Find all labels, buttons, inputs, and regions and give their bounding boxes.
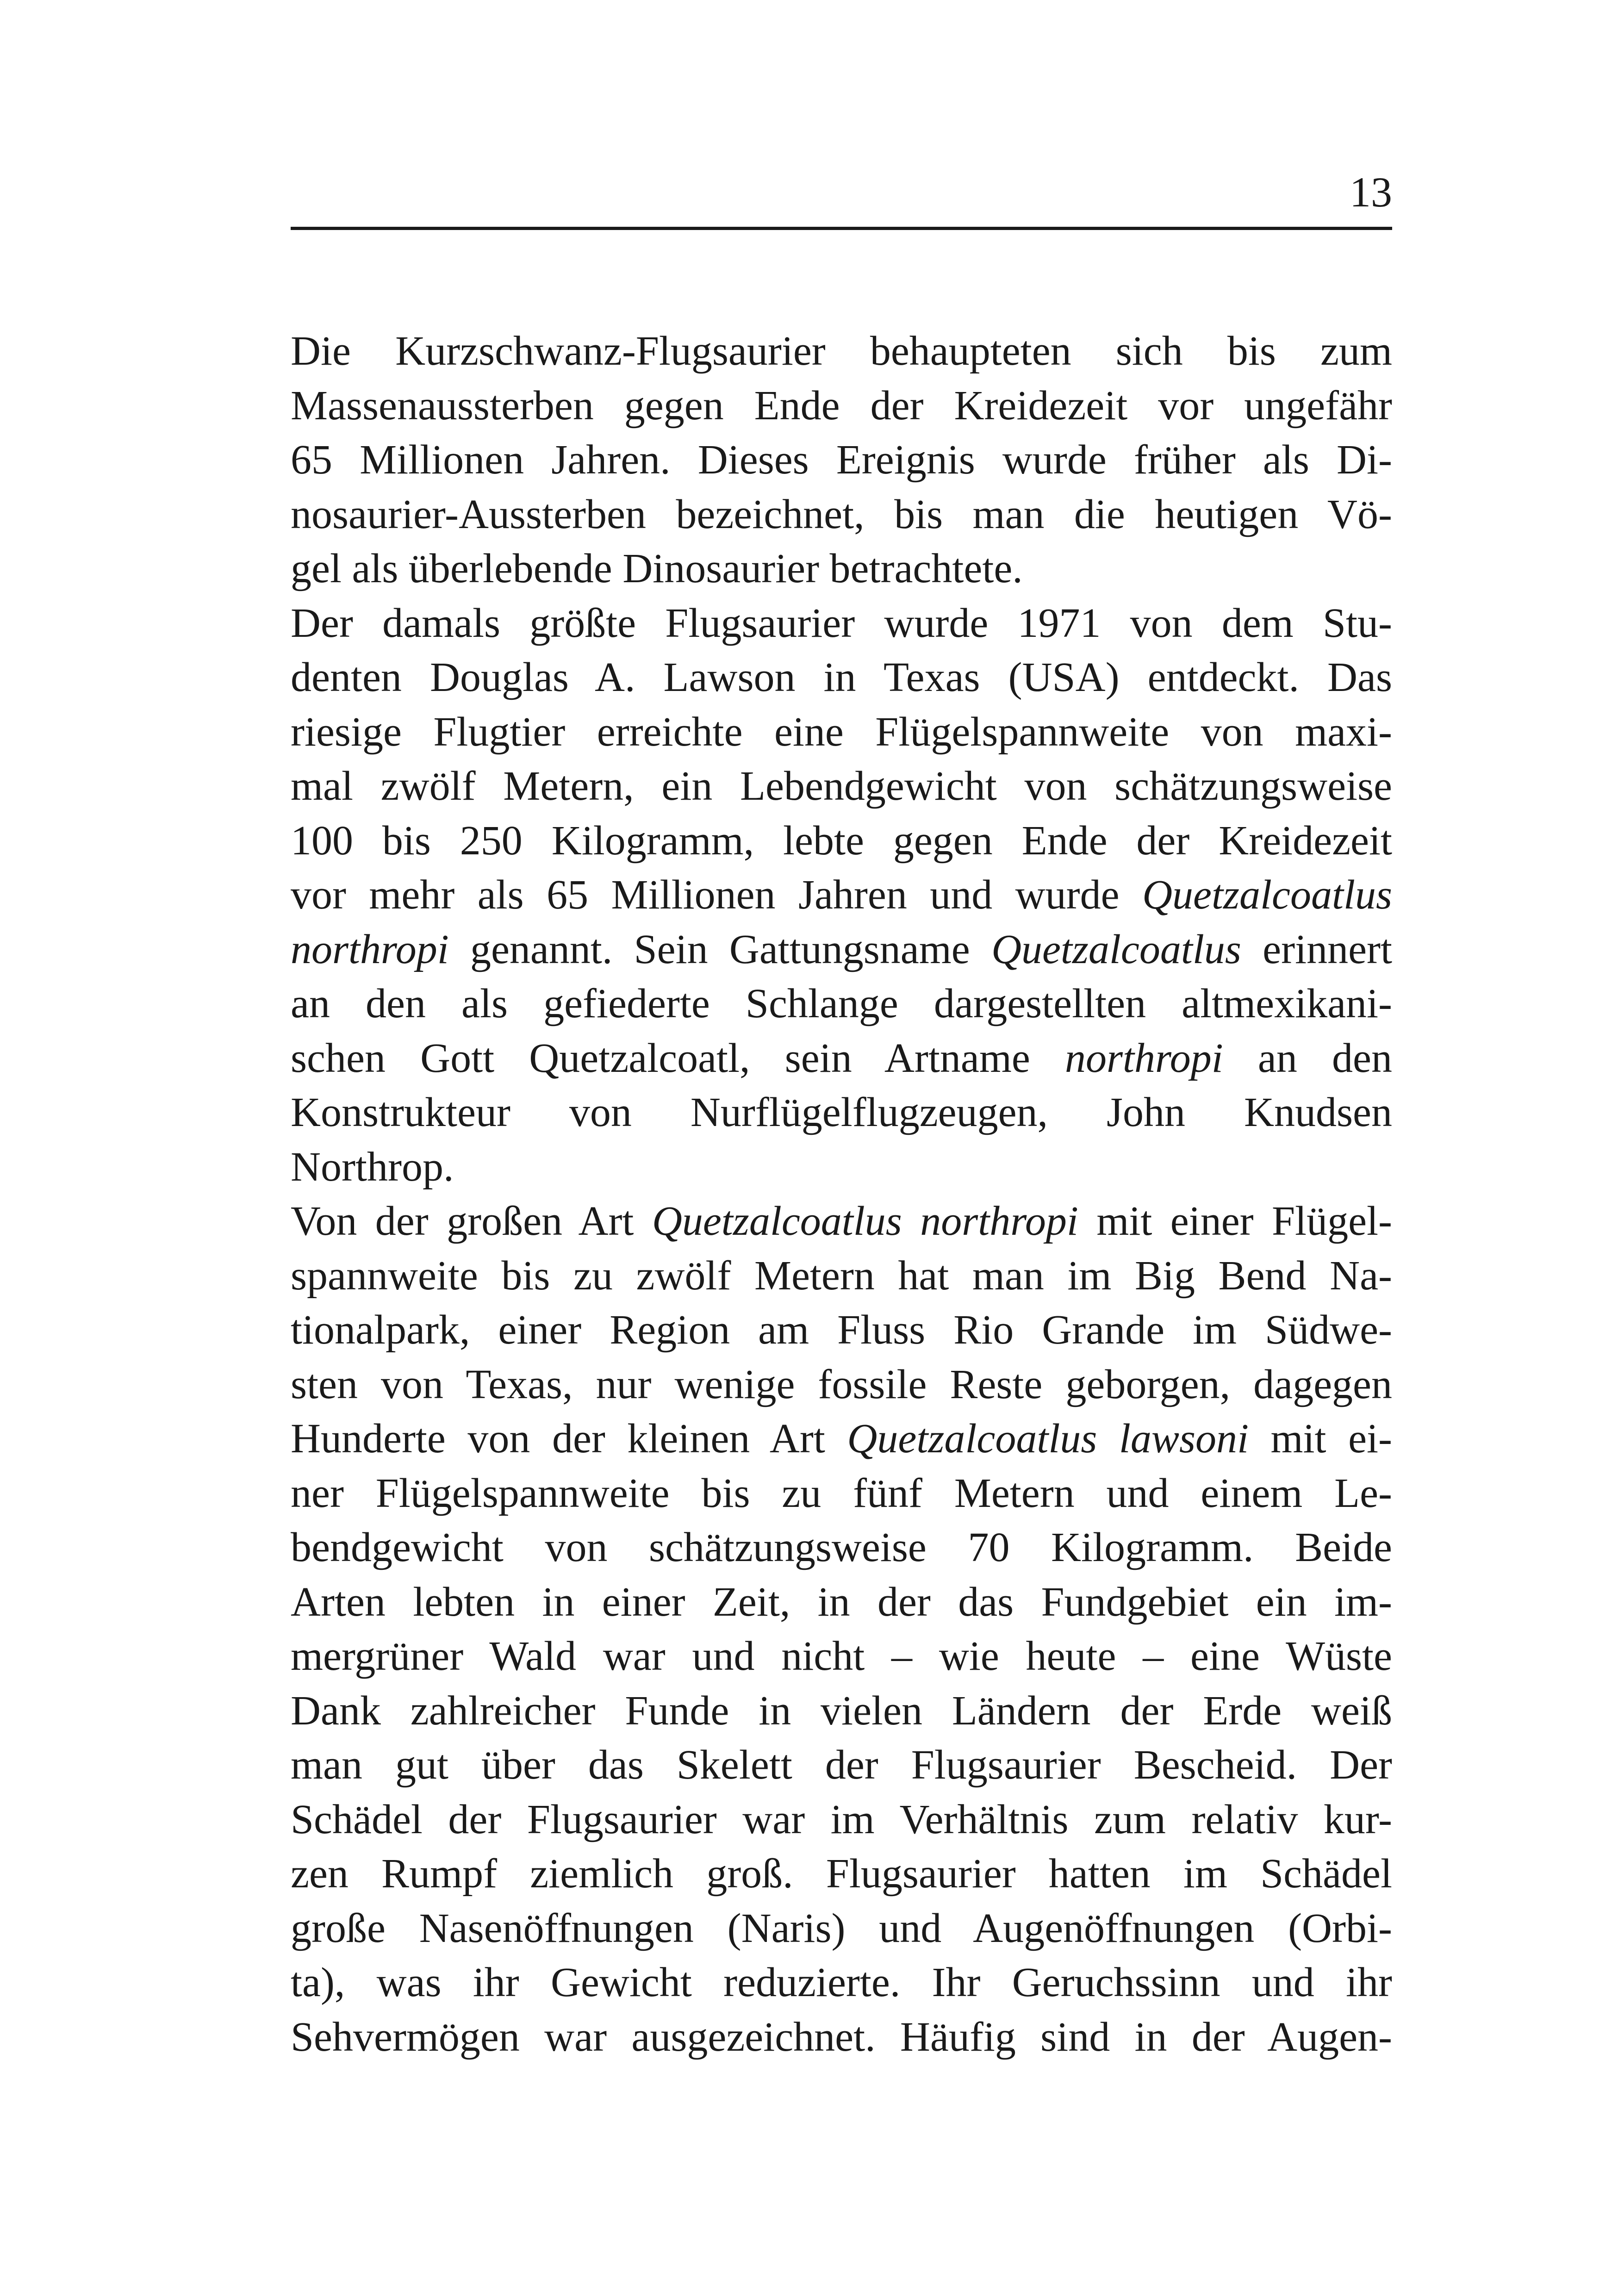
text-line [291,1357,1392,1412]
text-line [291,1520,1392,1575]
page-number: 13 [1350,168,1392,216]
text-line [291,541,1392,596]
text-segment: sten von Texas, nur wenige fossile Reste geborgen, dagegen [291,1361,1392,1407]
text-segment: Von der großen Art [291,1198,652,1244]
text-line [291,1085,1392,1140]
text-segment: 100 bis 250 Kilogramm, lebte gegen Ende der Kreidezeit [291,817,1392,864]
text-segment: ta), was ihr Gewicht reduzierte. Ihr Geruchssinn und ihr [291,1960,1392,2005]
text-line [291,922,1392,977]
text-segment: 65 Millionen Jahren. Dieses Ereignis wurde früher als Di- [291,437,1392,483]
italic-taxon-name: Quetzalcoatlus [991,926,1241,972]
text-line [291,596,1392,651]
text-segment: Massenaussterben gegen Ende der Kreidezeit vor ungefähr [291,382,1392,429]
text-line [291,705,1392,759]
text-line [291,324,1392,379]
text-line [291,1140,1392,1195]
text-line [291,759,1392,814]
text-line [291,1684,1392,1738]
text-segment: Der damals größte Flugsaurier wurde 1971 von dem Stu- [291,600,1392,646]
text-segment: Arten lebten in einer Zeit, in der das Fundgebiet ein im- [291,1579,1392,1625]
text-segment: spannweite bis zu zwölf Metern hat man im Big Bend Na- [291,1252,1392,1299]
text-line [291,1847,1392,1901]
italic-taxon-name: northropi [1065,1035,1223,1081]
text-segment: tionalpark, einer Region am Fluss Rio Grande im Südwe- [291,1307,1392,1353]
text-segment: riesige Flugtier erreichte eine Flügelspannweite von maxi- [291,709,1392,755]
text-segment: an den als gefiederte Schlange dargestellten altmexikani- [291,981,1392,1027]
text-line [291,487,1392,542]
text-segment: zen Rumpf ziemlich groß. Flugsaurier hatten im Schädel [291,1851,1392,1897]
text-segment: erinnert [1241,926,1393,972]
text-line [291,814,1392,868]
text-segment: vor mehr als 65 Millionen Jahren und wurde [291,872,1143,918]
text-segment: ner Flügelspannweite bis zu fünf Metern und einem Le- [291,1470,1392,1516]
italic-taxon-name: Quetzalcoatlus [1142,872,1392,918]
text-segment: genannt. Sein Gattungsname [448,926,991,972]
text-segment: an den [1223,1035,1392,1081]
text-line [291,1955,1392,2010]
text-line [291,379,1392,433]
text-segment: mergrüner Wald war und nicht – wie heute – eine Wüste [291,1633,1392,1679]
page-header [291,167,1392,230]
italic-taxon-name: northropi [291,926,449,972]
text-segment: man gut über das Skelett der Flugsaurier Bescheid. Der [291,1742,1392,1788]
text-line [291,2010,1392,2065]
text-line [291,1575,1392,1630]
text-line [291,1194,1392,1249]
text-segment: Hunderte von der kleinen Art [291,1416,847,1462]
text-segment: mit einer Flügel- [1078,1198,1392,1244]
italic-taxon-name: Quetzalcoatlus lawsoni [847,1416,1249,1462]
text-line [291,1738,1392,1792]
text-line [291,1031,1392,1086]
text-line [291,650,1392,705]
text-segment: mal zwölf Metern, ein Lebendgewicht von schätzungsweise [291,763,1392,809]
text-segment: Sehvermögen war ausgezeichnet. Häufig sind in der Augen- [291,2014,1392,2060]
text-segment: Konstrukteur von Nurflügelflugzeugen, John Knudsen [291,1089,1392,1135]
text-segment: nosaurier-Aussterben bezeichnet, bis man die heutigen Vö- [291,491,1392,537]
text-segment: denten Douglas A. Lawson in Texas (USA) entdeckt. Das [291,654,1392,700]
text-line [291,1412,1392,1466]
text-line [291,1466,1392,1521]
body-text [291,324,1392,2064]
text-segment: bendgewicht von schätzungsweise 70 Kilogramm. Beide [291,1524,1392,1570]
text-line [291,433,1392,487]
italic-taxon-name: Quetzalcoatlus northropi [652,1198,1078,1244]
text-segment: schen Gott Quetzalcoatl, sein Artname [291,1035,1065,1081]
text-line [291,1792,1392,1847]
text-segment: Schädel der Flugsaurier war im Verhältnis zum relativ kur- [291,1796,1392,1842]
text-line [291,1303,1392,1357]
text-line [291,1629,1392,1684]
text-segment: gel als überlebende Dinosaurier betrachtete. [291,546,1023,591]
text-segment: große Nasenöffnungen (Naris) und Augenöffnungen (Orbi- [291,1905,1392,1951]
text-segment: Northrop. [291,1144,454,1190]
text-line [291,977,1392,1031]
text-segment: mit ei- [1248,1416,1392,1462]
text-line [291,1901,1392,1956]
text-line [291,868,1392,922]
text-line [291,1249,1392,1303]
text-segment: Die Kurzschwanz-Flugsaurier behaupteten sich bis zum [291,328,1392,374]
text-segment: Dank zahlreicher Funde in vielen Ländern der Erde weiß [291,1687,1392,1734]
